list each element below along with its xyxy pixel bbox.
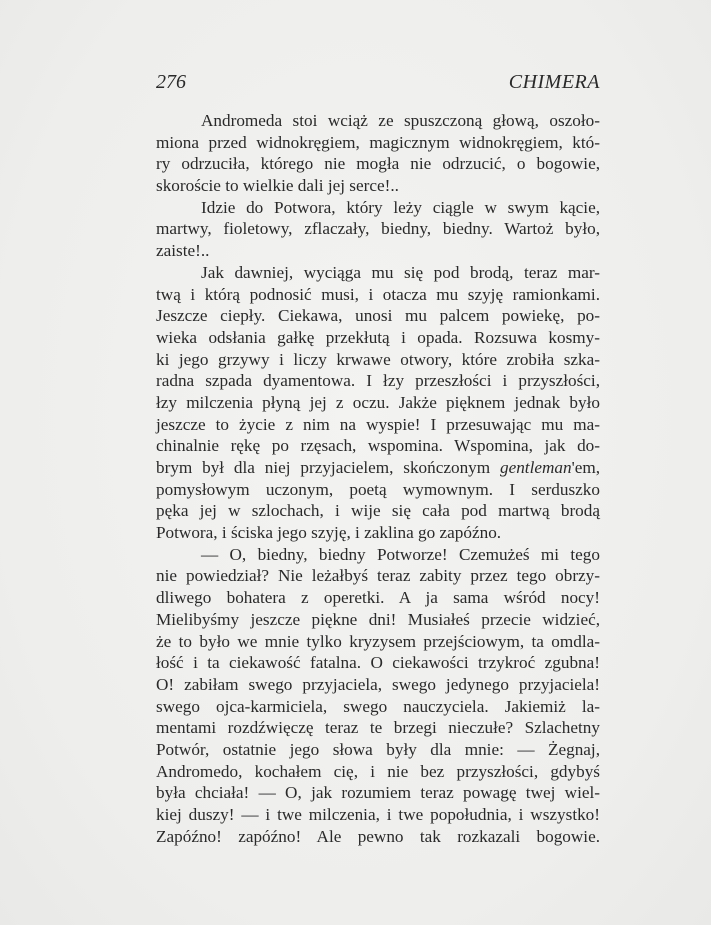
running-head [156, 71, 600, 95]
text-line: kiej duszy! — i twe milczenia, i twe popołudnia, i wszystko! [156, 805, 600, 824]
text-line: Andromeda stoi wciąż ze spuszczoną głową, oszoło- [201, 111, 600, 130]
text-line: ry odrzuciła, którego nie mogła nie odrzucić, o bogowie, [156, 154, 600, 174]
text-line: nie powiedział? Nie leżałbyś teraz zabity przez tego obrzy- [156, 566, 600, 586]
text-line: Idzie do Potwora, który leży ciągle w swym kącie, [201, 197, 600, 217]
text-line: radna szpada dyamentowa. I łzy przeszłości i przyszłości, [156, 371, 600, 391]
text-line: że to było we mnie tylko kryzysem przejściowym, ta omdla- [156, 631, 600, 651]
text-line [156, 457, 600, 479]
text-line: skoroście to wielkie dali jej serce!.. [156, 176, 399, 196]
text-line: twą i którą podnosić musi, i otacza mu szyję ramionkami. [156, 284, 600, 304]
text-line: pęka jej w szlochach, i wije się cała pod martwą brodą [156, 501, 600, 521]
text-line: łzy milczenia płyną jej z oczu. Jakże pięknem jednak było [156, 392, 600, 412]
text-line: miona przed widnokręgiem, magicznym widnokręgiem, któ- [156, 132, 600, 152]
text-line: Mielibyśmy jeszcze piękne dni! Musiałeś przecie widzieć, [156, 609, 600, 629]
text-line: pomysłowym uczonym, poetą wymownym. I serduszko [156, 479, 600, 499]
text-line: Zapóźno! zapóźno! Ale pewno tak rozkazali bogowie. [156, 826, 600, 846]
text-line: mentami rozdźwięczę teraz te brzegi nieczułe? Szlachetny [156, 718, 600, 738]
page-number: 276 [156, 71, 186, 93]
running-title: CHIMERA [508, 71, 600, 93]
text-line: Potwór, ostatnie jego słowa były dla mnie: — Żegnaj, [156, 739, 600, 759]
text-line: łość i ta ciekawość fatalna. O ciekawości trzykroć zgubna! [156, 653, 600, 673]
text-line: zaiste!.. [156, 241, 210, 261]
text-line: była chciała! — O, jak rozumiem teraz powagę twej wiel- [156, 783, 600, 803]
text-line: Andromedo, kochałem cię, i nie bez przyszłości, gdybyś [156, 761, 600, 781]
text-line: chinalnie rękę po rzęsach, wspomina. Wspomina, jak do- [156, 436, 600, 456]
text-line: Jeszcze ciepły. Ciekawa, unosi mu palcem powiekę, po- [156, 306, 600, 326]
text-line: dliwego bohatera z operetki. A ja sama wśród nocy! [156, 588, 600, 608]
text-line: jeszcze to życie z nim na wyspie! I przesuwając mu ma- [156, 414, 600, 434]
text-line: wieka odsłania gałkę przekłutą i opada. Rozsuwa kosmy- [156, 327, 600, 347]
text-fragment: brym był dla niej przyjacielem, skończonym [156, 458, 500, 477]
text-line: swego ojca-karmiciela, swego nauczyciela. Jakiemiż la- [156, 696, 600, 716]
text-line: O! zabiłam swego przyjaciela, swego jedynego przyjaciela! [156, 674, 600, 694]
text-line: — O, biedny, biedny Potworze! Czemużeś mi tego [201, 544, 600, 564]
italic-word: gentleman [499, 458, 572, 477]
body-text [156, 110, 600, 847]
text-fragment: 'em, [571, 458, 600, 477]
text-line: Jak dawniej, wyciąga mu się pod brodą, teraz mar- [201, 262, 600, 282]
text-line: Potwora, i ściska jego szyję, i zaklina go zapóźno. [156, 523, 502, 543]
text-line: martwy, fioletowy, zflaczały, biedny, biedny. Wartoż było, [156, 219, 600, 239]
text-line: ki jego grzywy i liczy krwawe otwory, które zrobiła szka- [156, 349, 600, 369]
